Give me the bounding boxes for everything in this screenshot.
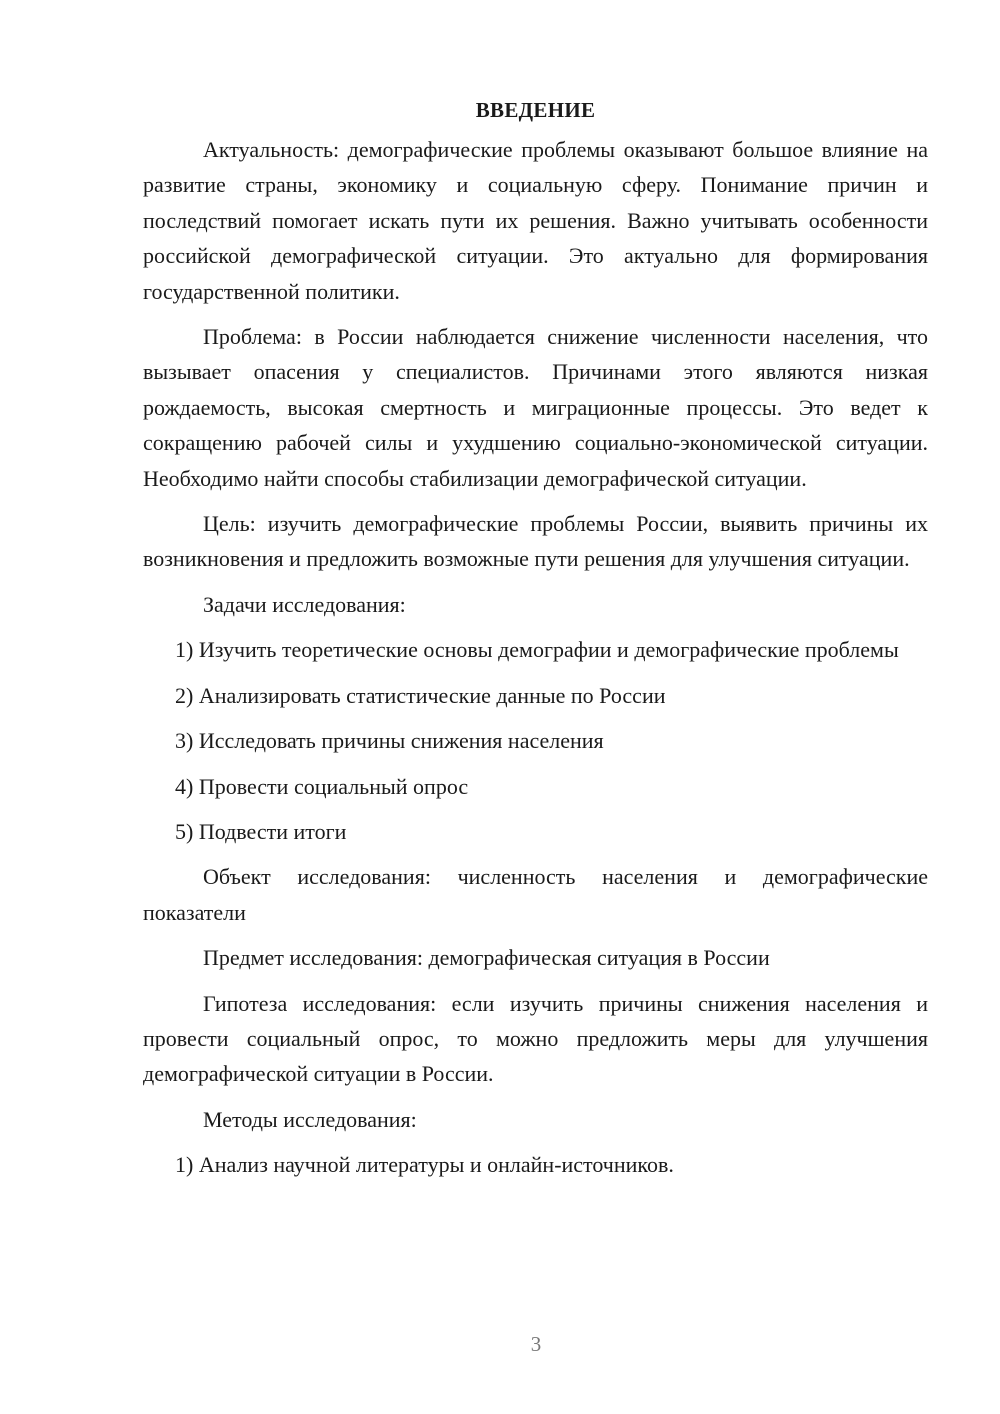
paragraph-subject: Предмет исследования: демографическая ситуация в России xyxy=(203,945,770,971)
paragraph-goal: Цель: изучить демографические проблемы России, выявить причины их возникновения и предложить возможные пути решения для улучшения ситуации. xyxy=(143,511,928,572)
page-number: 3 xyxy=(530,1332,542,1356)
task-item-5: 5) Подвести итоги xyxy=(175,818,347,844)
document-title: ВВЕДЕНИЕ xyxy=(475,98,596,122)
tasks-heading: Задачи исследования: xyxy=(203,591,406,617)
task-item-2: 2) Анализировать статистические данные по России xyxy=(175,682,666,708)
paragraph-object: Объект исследования: численность населения и демографические показатели xyxy=(143,864,928,925)
paragraph-hypothesis: Гипотеза исследования: если изучить причины снижения населения и провести социальный опрос, то можно предложить меры для улучшения демографической ситуации в России. xyxy=(143,990,928,1087)
paragraph-relevance: Актуальность: демографические проблемы оказывают большое влияние на развитие страны, экономику и социальную сферу. Понимание причин и последствий помогает искать пути их решения. Важно учитывать особенности российской демографической ситуации. Это актуально для формирования государственной политики. xyxy=(143,137,928,304)
task-item-3: 3) Исследовать причины снижения населения xyxy=(175,728,604,754)
paragraph-problem: Проблема: в России наблюдается снижение численности населения, что вызывает опасения у специалистов. Причинами этого являются низкая рождаемость, высокая смертность и миграционные процессы. Это ведет к сокращению рабочей силы и ухудшению социально-экономической ситуации. Необходимо найти способы стабилизации демографической ситуации. xyxy=(143,324,928,491)
task-item-1: 1) Изучить теоретические основы демографии и демографические проблемы xyxy=(175,637,899,663)
methods-heading: Методы исследования: xyxy=(203,1106,417,1132)
task-item-4: 4) Провести социальный опрос xyxy=(175,773,469,799)
method-item-1: 1) Анализ научной литературы и онлайн-источников. xyxy=(175,1152,674,1178)
document-page xyxy=(143,92,928,1193)
